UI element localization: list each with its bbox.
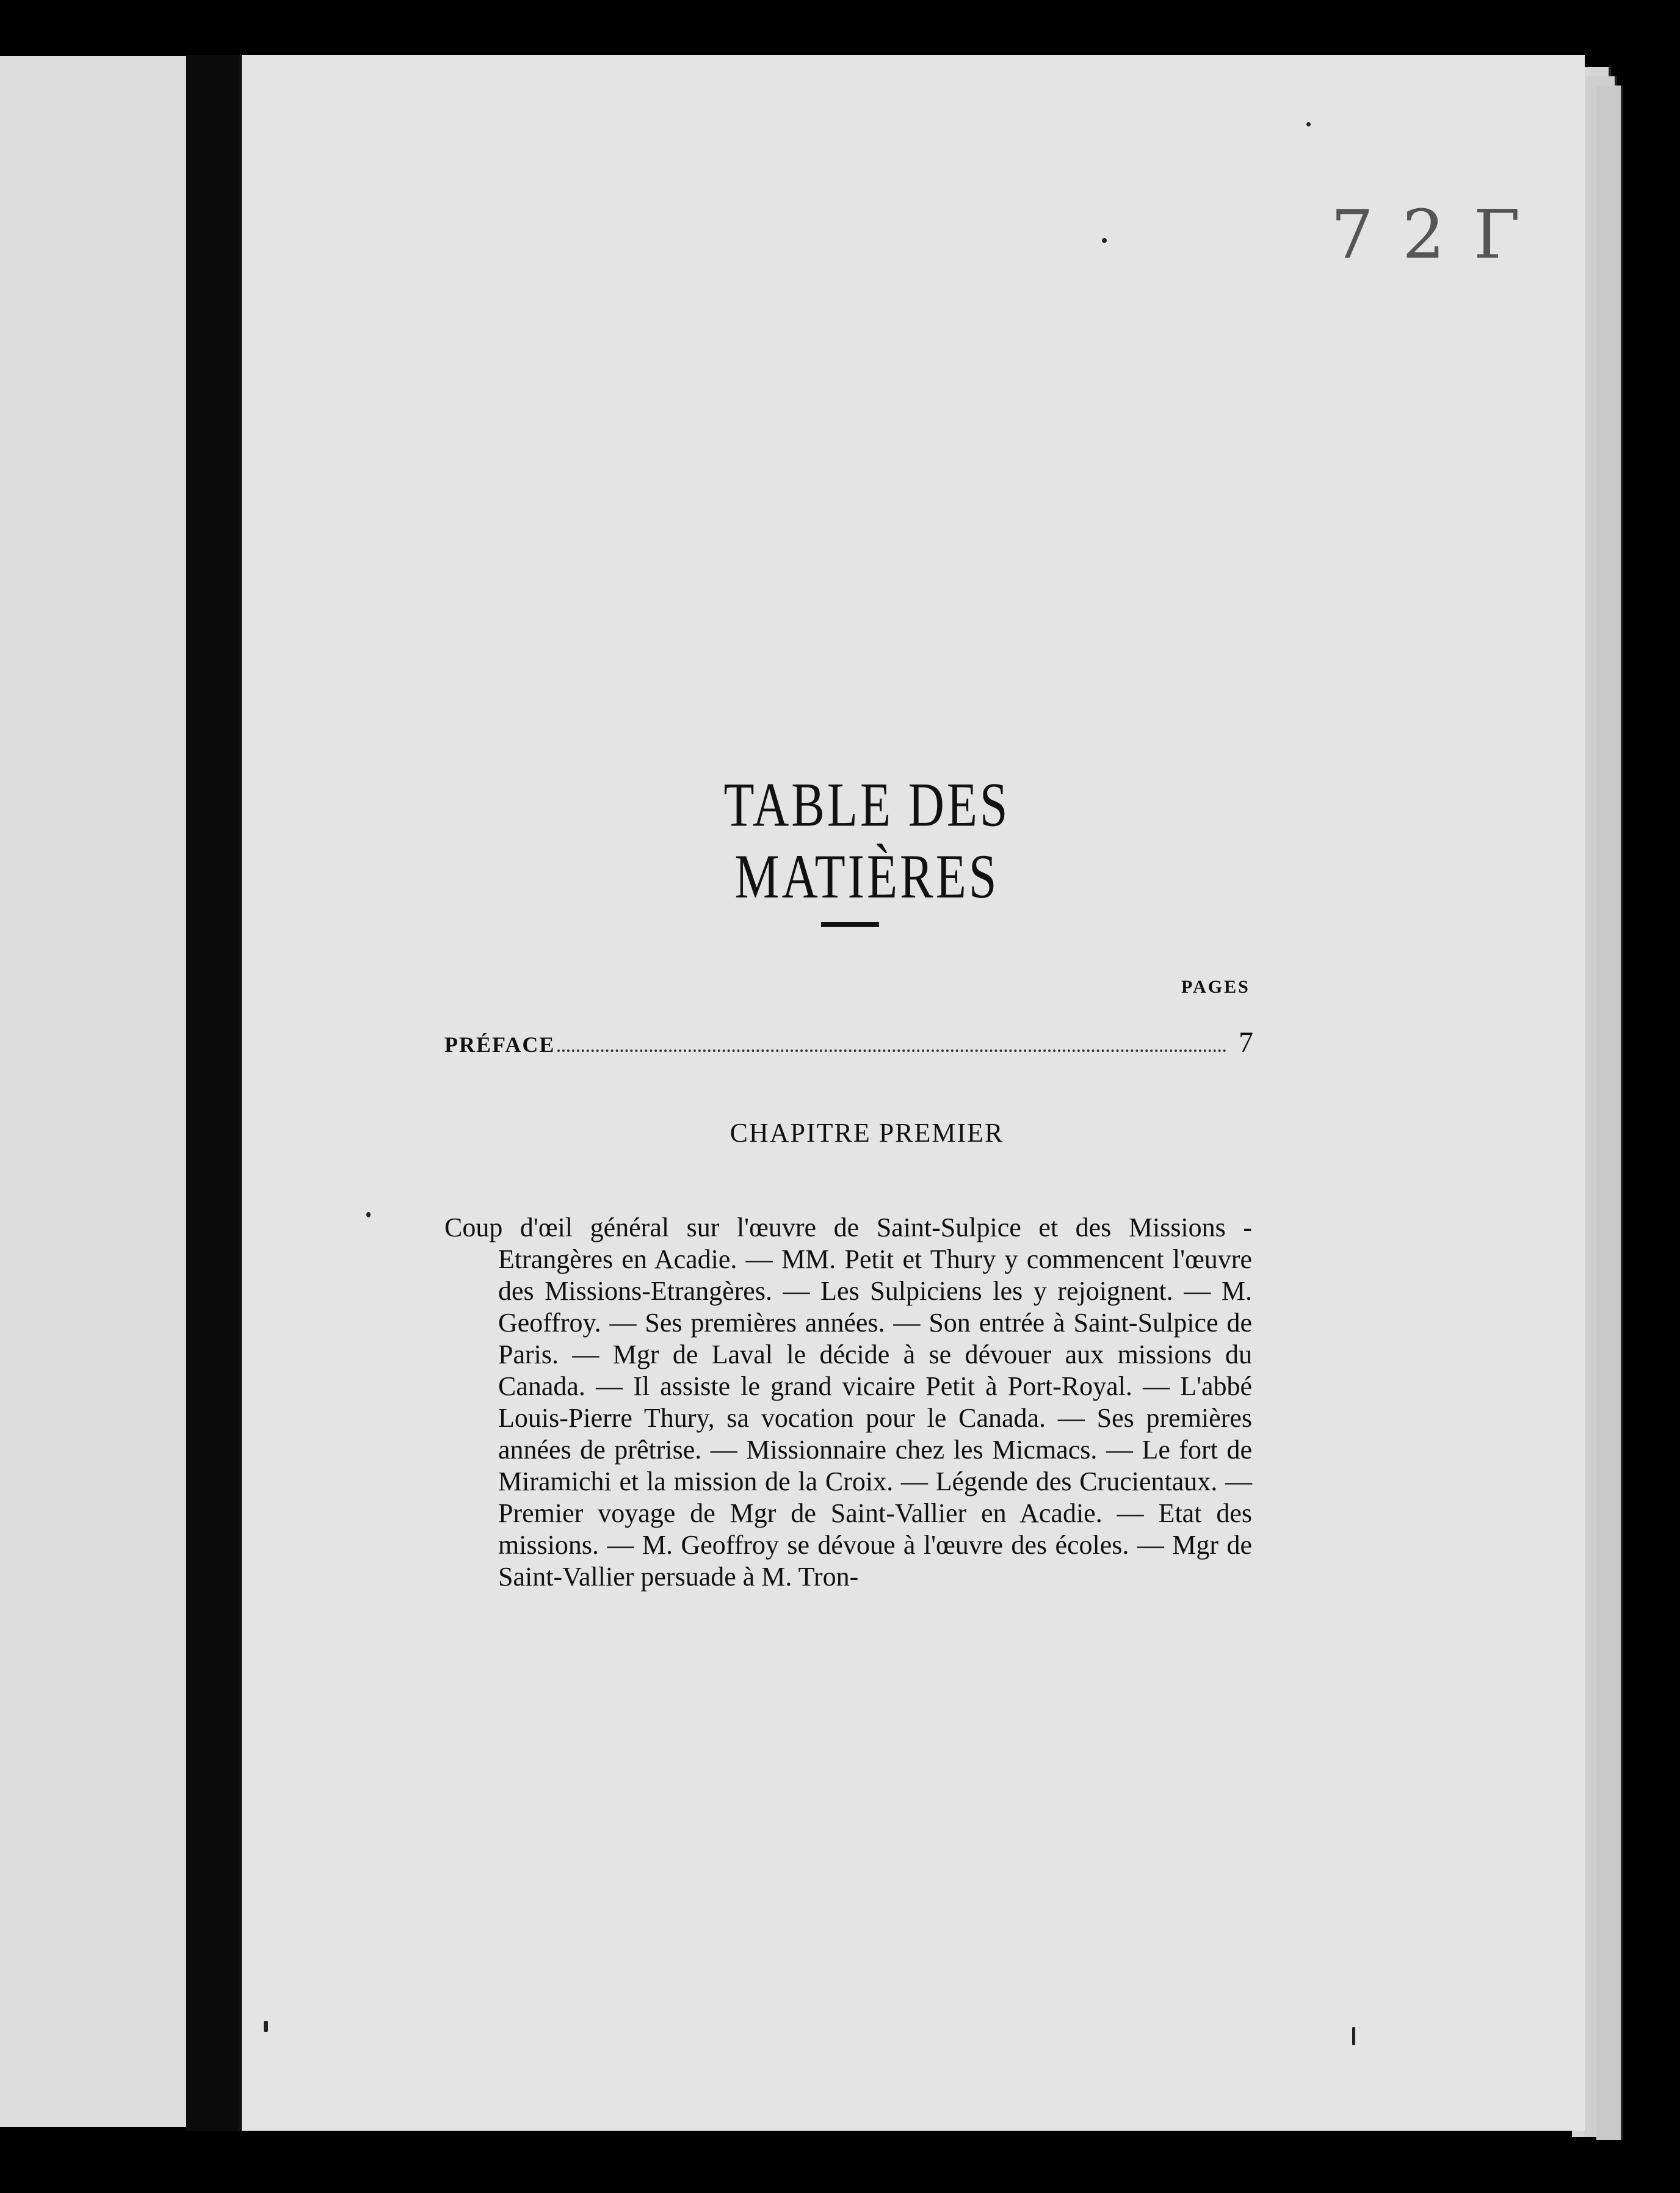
- page-title: TABLE DES MATIÈRES: [723, 770, 1010, 912]
- scan-speck: [1102, 238, 1107, 243]
- book-page: [238, 55, 1585, 2131]
- book-gutter: [186, 55, 238, 2131]
- chapter-heading: CHAPITRE PREMIER: [730, 1118, 1004, 1148]
- toc-entry-page: 7: [1239, 1026, 1253, 1059]
- dot-leader: [557, 1049, 1226, 1052]
- scan-speck: [366, 1212, 371, 1217]
- toc-entry-preface: [444, 1026, 1253, 1062]
- toc-entry-label: PRÉFACE: [444, 1032, 556, 1057]
- scan-speck: [1306, 122, 1311, 126]
- scan-speck: [264, 2021, 268, 2032]
- handwritten-page-mark: 7 2 Γ: [1331, 195, 1524, 274]
- left-page-fragment: [0, 56, 186, 2127]
- pages-column-label: PAGES: [1181, 977, 1250, 997]
- page-edge: [1596, 85, 1623, 2140]
- scan-speck: [1352, 2027, 1355, 2045]
- title-rule: [821, 922, 879, 927]
- chapter-summary: Coup d'œil général sur l'œuvre de Saint-Sulpice et des Missions - Etrangères en Acadie. — MM. Petit et Thury y commencent l'œuvre des Missions-Etrangères. — Les Sulpiciens les y rejoignent. — M. Geoffroy. — Ses premières années. — Son entrée à Saint-Sulpice de Paris. — Mgr de Laval le décide à se dévouer aux missions du Canada. — Il assiste le grand vicaire Petit à Port-Royal. — L'abbé Louis-Pierre Thury, sa vocation pour le Canada. — Ses premières années de prêtrise. — Missionnaire chez les Micmacs. — Le fort de Miramichi et la mission de la Croix. — Légende des Crucientaux. — Premier voyage de Mgr de Saint-Vallier en Acadie. — Etat des missions. — M. Geoffroy se dévoue à l'œuvre des écoles. — Mgr de Saint-Vallier persuade à M. Tron-: [444, 1212, 1252, 1592]
